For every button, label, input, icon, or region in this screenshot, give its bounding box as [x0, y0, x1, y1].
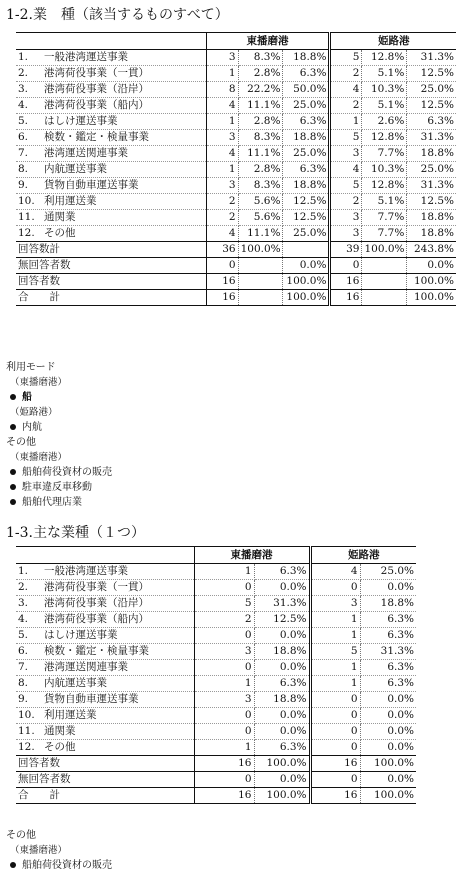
- pct-respondents-himeji: 243.8%: [407, 242, 456, 258]
- count-himeji: 0: [310, 708, 360, 724]
- pct-responses-himeji: [362, 274, 407, 290]
- count-himeji: 3: [330, 226, 362, 242]
- count-higashiharima: 4: [206, 226, 238, 242]
- row-label: [16, 210, 206, 226]
- table-row: [16, 82, 456, 98]
- count-himeji: 1: [310, 660, 360, 676]
- count-higashiharima: 1: [194, 740, 254, 756]
- row-label: [16, 612, 194, 628]
- count-himeji: 5: [330, 130, 362, 146]
- row-text: 利用運送業: [44, 195, 97, 207]
- table-row: [16, 178, 456, 194]
- pct-respondents-higashiharima: 50.0%: [283, 82, 330, 98]
- pct-higashiharima: 100.0%: [254, 788, 310, 804]
- row-text: 港湾運送関連事業: [44, 147, 128, 159]
- row-label: [16, 114, 206, 130]
- pct-respondents-himeji: 0.0%: [407, 258, 456, 274]
- count-higashiharima: 0: [194, 628, 254, 644]
- pct-respondents-higashiharima: 100.0%: [283, 290, 330, 306]
- row-label: [16, 98, 206, 114]
- table-row: [16, 740, 416, 756]
- total-row: [16, 274, 456, 290]
- count-himeji: 0: [310, 724, 360, 740]
- pct-higashiharima: 12.5%: [254, 612, 310, 628]
- pct-responses-himeji: [362, 258, 407, 274]
- pct-respondents-himeji: 12.5%: [407, 98, 456, 114]
- row-text: 港湾荷役事業（沿岸）: [44, 597, 149, 609]
- row-label: [16, 692, 194, 708]
- notes-section-1: [6, 360, 112, 510]
- row-index: 12.: [18, 227, 35, 239]
- other-item-1: 駐車違反車移動: [6, 480, 112, 495]
- row-text: 内航運送事業: [44, 677, 107, 689]
- pct-respondents-himeji: 25.0%: [407, 82, 456, 98]
- count-higashiharima: 8: [206, 82, 238, 98]
- pct-higashiharima: 0.0%: [254, 772, 310, 788]
- other-port: （東播磨港）: [10, 452, 68, 463]
- count-himeji: 2: [330, 66, 362, 82]
- table-row: [16, 644, 416, 660]
- count-himeji: 16: [310, 756, 360, 772]
- row-index: 7.: [18, 147, 29, 159]
- row-index: 4.: [18, 613, 29, 625]
- count-higashiharima: 36: [206, 242, 238, 258]
- mode-port-a: （東播磨港）: [10, 377, 68, 388]
- pct-responses-himeji: 12.8%: [362, 178, 407, 194]
- pct-responses-himeji: 10.3%: [362, 162, 407, 178]
- pct-responses-himeji: 7.7%: [362, 210, 407, 226]
- pct-respondents-higashiharima: 25.0%: [283, 226, 330, 242]
- industry-all-table: [16, 32, 456, 306]
- header-port-himeji: 姫路港: [330, 33, 456, 50]
- row-index: 1.: [18, 565, 29, 577]
- row-index: 5.: [18, 115, 29, 127]
- pct-responses-himeji: 5.1%: [362, 194, 407, 210]
- row-text: 検数・鑑定・検量事業: [44, 645, 149, 657]
- pct-higashiharima: 6.3%: [254, 564, 310, 580]
- table-row: [16, 130, 456, 146]
- pct-himeji: 0.0%: [360, 740, 416, 756]
- count-higashiharima: 2: [206, 210, 238, 226]
- count-himeji: 39: [330, 242, 362, 258]
- count-higashiharima: 0: [194, 708, 254, 724]
- count-himeji: 1: [310, 628, 360, 644]
- pct-responses-himeji: 7.7%: [362, 146, 407, 162]
- pct-himeji: 100.0%: [360, 756, 416, 772]
- row-text: 通関業: [44, 211, 76, 223]
- pct-higashiharima: 0.0%: [254, 580, 310, 596]
- pct-responses-himeji: 12.8%: [362, 50, 407, 66]
- other-item-0: 船舶荷役資材の販売: [6, 858, 112, 873]
- row-label: [16, 580, 194, 596]
- pct-himeji: 0.0%: [360, 580, 416, 596]
- table-row: [16, 98, 456, 114]
- row-index: 7.: [18, 661, 29, 673]
- pct-responses-higashiharima: [238, 274, 283, 290]
- row-index: 9.: [18, 179, 29, 191]
- count-himeji: 3: [310, 596, 360, 612]
- pct-respondents-higashiharima: 6.3%: [283, 162, 330, 178]
- pct-himeji: 18.8%: [360, 596, 416, 612]
- pct-responses-higashiharima: 2.8%: [238, 162, 283, 178]
- count-himeji: 5: [330, 178, 362, 194]
- count-himeji: 5: [330, 50, 362, 66]
- count-higashiharima: 5: [194, 596, 254, 612]
- row-index: 3.: [18, 597, 29, 609]
- total-row: [16, 756, 416, 772]
- count-himeji: 3: [330, 146, 362, 162]
- count-himeji: 0: [310, 740, 360, 756]
- pct-responses-himeji: 2.6%: [362, 114, 407, 130]
- table-row: [16, 564, 416, 580]
- mode-port-b: （姫路港）: [10, 407, 58, 418]
- table-header-row: [16, 547, 416, 564]
- table-row: [16, 724, 416, 740]
- total-label: 回答者数: [16, 274, 206, 290]
- count-himeji: 3: [330, 210, 362, 226]
- count-himeji: 0: [310, 580, 360, 596]
- count-himeji: 0: [310, 692, 360, 708]
- pct-himeji: 6.3%: [360, 612, 416, 628]
- row-text: はしけ運送事業: [44, 115, 118, 127]
- row-index: 4.: [18, 99, 29, 111]
- row-text: 貨物自動車運送事業: [44, 179, 139, 191]
- row-label: [16, 628, 194, 644]
- count-higashiharima: 1: [194, 676, 254, 692]
- pct-respondents-himeji: 18.8%: [407, 146, 456, 162]
- row-text: 一般港湾運送事業: [44, 51, 128, 63]
- other-title: その他: [6, 437, 36, 448]
- row-text: 貨物自動車運送事業: [44, 693, 139, 705]
- notes-section-2: [6, 828, 112, 873]
- row-text: 港湾荷役事業（一貫）: [44, 67, 149, 79]
- bullet-icon: [10, 499, 16, 505]
- row-text: その他: [44, 741, 76, 753]
- total-label: 回答数計: [16, 242, 206, 258]
- count-himeji: 4: [330, 82, 362, 98]
- row-text: 利用運送業: [44, 709, 97, 721]
- pct-higashiharima: 6.3%: [254, 740, 310, 756]
- table-row: [16, 210, 456, 226]
- table-row: [16, 146, 456, 162]
- row-text: 検数・鑑定・検量事業: [44, 131, 149, 143]
- pct-respondents-higashiharima: 25.0%: [283, 98, 330, 114]
- count-himeji: 1: [310, 612, 360, 628]
- table-row: [16, 596, 416, 612]
- pct-respondents-higashiharima: 12.5%: [283, 194, 330, 210]
- pct-respondents-himeji: 18.8%: [407, 226, 456, 242]
- other-port: （東播磨港）: [10, 845, 68, 856]
- pct-responses-himeji: 5.1%: [362, 66, 407, 82]
- total-row: [16, 290, 456, 306]
- total-label: 無回答者数: [16, 772, 194, 788]
- row-index: 11.: [18, 211, 35, 223]
- header-blank: [16, 547, 194, 564]
- total-label: 合 計: [16, 290, 206, 306]
- count-higashiharima: 16: [194, 788, 254, 804]
- count-higashiharima: 4: [206, 146, 238, 162]
- row-index: 10.: [18, 709, 35, 721]
- pct-respondents-higashiharima: 25.0%: [283, 146, 330, 162]
- count-himeji: 1: [330, 114, 362, 130]
- pct-respondents-higashiharima: [283, 242, 330, 258]
- row-index: 6.: [18, 645, 29, 657]
- pct-himeji: 6.3%: [360, 676, 416, 692]
- table-row: [16, 66, 456, 82]
- row-text: その他: [44, 227, 76, 239]
- pct-responses-higashiharima: 11.1%: [238, 98, 283, 114]
- pct-higashiharima: 0.0%: [254, 660, 310, 676]
- bullet-icon: [10, 424, 16, 430]
- pct-himeji: 6.3%: [360, 628, 416, 644]
- row-text: 内航運送事業: [44, 163, 107, 175]
- count-himeji: 4: [310, 564, 360, 580]
- pct-himeji: 0.0%: [360, 708, 416, 724]
- pct-responses-himeji: [362, 290, 407, 306]
- pct-responses-higashiharima: 8.3%: [238, 50, 283, 66]
- pct-respondents-higashiharima: 100.0%: [283, 274, 330, 290]
- row-text: 港湾荷役事業（沿岸）: [44, 83, 149, 95]
- pct-respondents-higashiharima: 18.8%: [283, 178, 330, 194]
- count-higashiharima: 1: [206, 66, 238, 82]
- row-index: 5.: [18, 629, 29, 641]
- table-row: [16, 676, 416, 692]
- count-higashiharima: 0: [194, 660, 254, 676]
- table-row: [16, 628, 416, 644]
- count-higashiharima: 16: [194, 756, 254, 772]
- row-text: 港湾荷役事業（船内）: [44, 613, 149, 625]
- pct-respondents-higashiharima: 18.8%: [283, 50, 330, 66]
- count-higashiharima: 0: [194, 724, 254, 740]
- pct-responses-higashiharima: 100.0%: [238, 242, 283, 258]
- row-label: [16, 740, 194, 756]
- row-label: [16, 146, 206, 162]
- count-himeji: 16: [330, 274, 362, 290]
- count-higashiharima: 3: [206, 50, 238, 66]
- pct-responses-higashiharima: 2.8%: [238, 114, 283, 130]
- row-label: [16, 660, 194, 676]
- count-higashiharima: 1: [206, 114, 238, 130]
- row-label: [16, 178, 206, 194]
- table-row: [16, 612, 416, 628]
- table-row: [16, 114, 456, 130]
- pct-responses-higashiharima: 2.8%: [238, 66, 283, 82]
- pct-respondents-higashiharima: 0.0%: [283, 258, 330, 274]
- total-label: 回答者数: [16, 756, 194, 772]
- pct-responses-higashiharima: 22.2%: [238, 82, 283, 98]
- count-higashiharima: 2: [206, 194, 238, 210]
- header-blank: [16, 33, 206, 50]
- pct-responses-higashiharima: 5.6%: [238, 194, 283, 210]
- other-item-0: 船舶荷役資材の販売: [6, 465, 112, 480]
- pct-respondents-higashiharima: 6.3%: [283, 114, 330, 130]
- row-text: 港湾運送関連事業: [44, 661, 128, 673]
- count-himeji: 0: [330, 258, 362, 274]
- pct-responses-himeji: 12.8%: [362, 130, 407, 146]
- pct-himeji: 100.0%: [360, 788, 416, 804]
- row-index: 12.: [18, 741, 35, 753]
- count-higashiharima: 16: [206, 274, 238, 290]
- row-index: 2.: [18, 581, 29, 593]
- bullet-icon: [10, 394, 16, 400]
- row-label: [16, 596, 194, 612]
- total-label: 合 計: [16, 788, 194, 804]
- row-label: [16, 130, 206, 146]
- table-row: [16, 162, 456, 178]
- pct-respondents-himeji: 31.3%: [407, 178, 456, 194]
- count-higashiharima: 3: [206, 178, 238, 194]
- industry-main-table: [16, 546, 416, 804]
- row-index: 9.: [18, 693, 29, 705]
- pct-responses-higashiharima: 11.1%: [238, 226, 283, 242]
- row-text: はしけ運送事業: [44, 629, 118, 641]
- pct-himeji: 25.0%: [360, 564, 416, 580]
- pct-responses-higashiharima: 8.3%: [238, 130, 283, 146]
- pct-himeji: 0.0%: [360, 772, 416, 788]
- count-higashiharima: 3: [206, 130, 238, 146]
- pct-higashiharima: 0.0%: [254, 708, 310, 724]
- pct-respondents-higashiharima: 6.3%: [283, 66, 330, 82]
- pct-respondents-himeji: 12.5%: [407, 194, 456, 210]
- row-label: [16, 724, 194, 740]
- header-port-higashiharima: 東播磨港: [194, 547, 310, 564]
- total-row: [16, 788, 416, 804]
- pct-higashiharima: 18.8%: [254, 692, 310, 708]
- table-row: [16, 708, 416, 724]
- row-index: 10.: [18, 195, 35, 207]
- count-higashiharima: 16: [206, 290, 238, 306]
- row-label: [16, 82, 206, 98]
- row-label: [16, 676, 194, 692]
- pct-respondents-higashiharima: 18.8%: [283, 130, 330, 146]
- pct-higashiharima: 100.0%: [254, 756, 310, 772]
- row-label: [16, 66, 206, 82]
- pct-responses-higashiharima: [238, 258, 283, 274]
- pct-responses-himeji: 10.3%: [362, 82, 407, 98]
- bullet-icon: [10, 484, 16, 490]
- row-label: [16, 708, 194, 724]
- other-item-2: 船舶代理店業: [6, 495, 112, 510]
- count-higashiharima: 0: [194, 580, 254, 596]
- header-port-himeji: 姫路港: [310, 547, 416, 564]
- row-index: 2.: [18, 67, 29, 79]
- pct-responses-himeji: 7.7%: [362, 226, 407, 242]
- count-himeji: 2: [330, 194, 362, 210]
- table-header-row: [16, 33, 456, 50]
- pct-higashiharima: 0.0%: [254, 628, 310, 644]
- pct-higashiharima: 0.0%: [254, 724, 310, 740]
- mode-item-a: 船: [6, 390, 112, 405]
- pct-responses-higashiharima: [238, 290, 283, 306]
- table-row: [16, 194, 456, 210]
- row-index: 1.: [18, 51, 29, 63]
- mode-title: 利用モード: [6, 362, 56, 373]
- table-row: [16, 226, 456, 242]
- pct-respondents-himeji: 12.5%: [407, 66, 456, 82]
- total-row: [16, 242, 456, 258]
- row-index: 6.: [18, 131, 29, 143]
- pct-responses-himeji: 5.1%: [362, 98, 407, 114]
- pct-higashiharima: 18.8%: [254, 644, 310, 660]
- bullet-icon: [10, 862, 16, 868]
- pct-respondents-himeji: 100.0%: [407, 274, 456, 290]
- count-higashiharima: 0: [206, 258, 238, 274]
- pct-respondents-himeji: 31.3%: [407, 130, 456, 146]
- row-label: [16, 50, 206, 66]
- count-higashiharima: 1: [206, 162, 238, 178]
- count-higashiharima: 3: [194, 692, 254, 708]
- count-higashiharima: 0: [194, 772, 254, 788]
- pct-himeji: 0.0%: [360, 724, 416, 740]
- pct-himeji: 0.0%: [360, 692, 416, 708]
- pct-respondents-higashiharima: 12.5%: [283, 210, 330, 226]
- count-himeji: 5: [310, 644, 360, 660]
- table-row: [16, 692, 416, 708]
- pct-himeji: 31.3%: [360, 644, 416, 660]
- pct-responses-higashiharima: 5.6%: [238, 210, 283, 226]
- count-himeji: 1: [310, 676, 360, 692]
- count-higashiharima: 1: [194, 564, 254, 580]
- row-label: [16, 226, 206, 242]
- row-label: [16, 194, 206, 210]
- section-1-2-title: 1-2.業 種（該当するものすべて）: [6, 7, 229, 23]
- count-higashiharima: 2: [194, 612, 254, 628]
- row-index: 8.: [18, 677, 29, 689]
- pct-responses-himeji: 100.0%: [362, 242, 407, 258]
- pct-respondents-himeji: 25.0%: [407, 162, 456, 178]
- header-port-higashiharima: 東播磨港: [206, 33, 330, 50]
- table-row: [16, 50, 456, 66]
- total-row: [16, 772, 416, 788]
- row-label: [16, 644, 194, 660]
- count-himeji: 16: [330, 290, 362, 306]
- section-1-3-title: 1-3.主な業種（１つ）: [6, 525, 145, 541]
- pct-respondents-himeji: 6.3%: [407, 114, 456, 130]
- pct-respondents-himeji: 100.0%: [407, 290, 456, 306]
- table-row: [16, 660, 416, 676]
- row-index: 8.: [18, 163, 29, 175]
- mode-item-b: 内航: [6, 420, 112, 435]
- row-text: 一般港湾運送事業: [44, 565, 128, 577]
- count-himeji: 16: [310, 788, 360, 804]
- table-row: [16, 580, 416, 596]
- row-text: 通関業: [44, 725, 76, 737]
- row-index: 11.: [18, 725, 35, 737]
- pct-responses-higashiharima: 8.3%: [238, 178, 283, 194]
- count-higashiharima: 3: [194, 644, 254, 660]
- total-label: 無回答者数: [16, 258, 206, 274]
- pct-higashiharima: 6.3%: [254, 676, 310, 692]
- row-index: 3.: [18, 83, 29, 95]
- count-himeji: 2: [330, 98, 362, 114]
- row-label: [16, 162, 206, 178]
- row-label: [16, 564, 194, 580]
- total-row: [16, 258, 456, 274]
- pct-respondents-himeji: 31.3%: [407, 50, 456, 66]
- row-text: 港湾荷役事業（船内）: [44, 99, 149, 111]
- count-himeji: 4: [330, 162, 362, 178]
- pct-responses-higashiharima: 11.1%: [238, 146, 283, 162]
- pct-himeji: 6.3%: [360, 660, 416, 676]
- row-text: 港湾荷役事業（一貫）: [44, 581, 149, 593]
- count-himeji: 0: [310, 772, 360, 788]
- other-title: その他: [6, 830, 36, 841]
- pct-respondents-himeji: 18.8%: [407, 210, 456, 226]
- bullet-icon: [10, 469, 16, 475]
- count-higashiharima: 4: [206, 98, 238, 114]
- pct-higashiharima: 31.3%: [254, 596, 310, 612]
